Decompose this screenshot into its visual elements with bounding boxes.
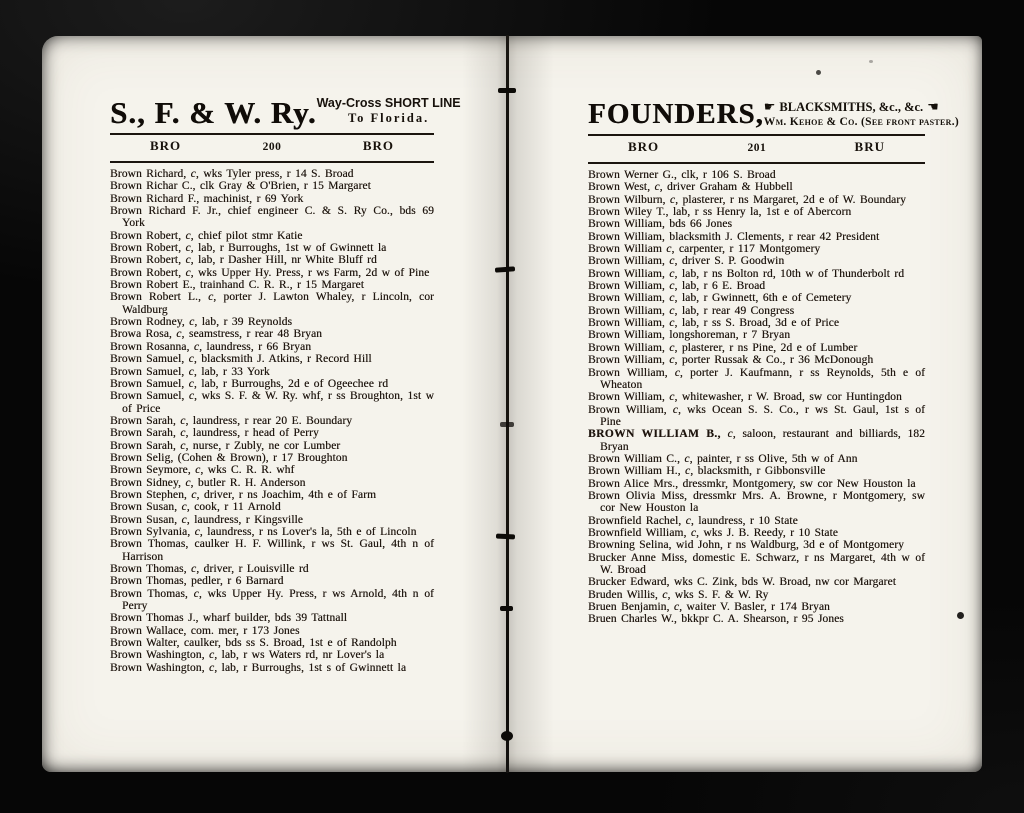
ink-speck xyxy=(957,612,964,619)
directory-entry: Brown Thomas, c, driver, r Louisville rd xyxy=(110,563,309,575)
spine-stitch xyxy=(498,88,516,93)
directory-entry: Brown William, c, whitewasher, r W. Broad, sw cor Huntingdon xyxy=(588,391,902,404)
directory-entry: Brown Alice Mrs., dressmkr, Montgomery, sw cor New Houston la xyxy=(588,477,916,490)
directory-entry: Browa Rosa, c, seamstress, r rear 48 Bryan xyxy=(110,328,323,341)
directory-entry: Brown Robert E., trainhand C. R. R., r 15 Margaret xyxy=(110,279,365,292)
running-head-left xyxy=(110,135,434,156)
directory-entry: Brown Sylvania, c, laundress, r ns Lover's la, 5th e of Lincoln xyxy=(110,525,417,538)
directory-entry: Brown Sidney, c, butler R. H. Anderson xyxy=(110,476,306,489)
directory-entry: Brown Robert, c, wks Upper Hy. Press, r ws Farm, 2d w of Pine xyxy=(110,266,430,279)
ad-line2: Wm. Kehoe & Co. (See front paster.) xyxy=(763,116,960,128)
spine-stitch xyxy=(496,534,515,540)
directory-entry: Brown Samuel, c, blacksmith J. Atkins, r Record Hill xyxy=(110,353,372,366)
directory-entry: Brownfield Rachel, c, laundress, r 10 State xyxy=(588,514,798,527)
directory-entry: Brown William, c, driver S. P. Goodwin xyxy=(588,255,785,268)
directory-entry: Brown William, c, lab, r 6 E. Broad xyxy=(588,280,766,293)
manicule-left-icon: ☚ xyxy=(927,100,939,115)
directory-entry: Brown Rodney, c, lab, r 39 Reynolds xyxy=(110,316,293,329)
directory-entry: Brown William, longshoreman, r 7 Bryan xyxy=(588,329,791,342)
running-head-rule xyxy=(110,161,434,163)
directory-entry: Brown William, c, porter J. Kaufmann, r ss Reynolds, 5th e of Wheaton xyxy=(588,366,925,391)
directory-entry: Brown Samuel, c, wks S. F. & W. Ry. whf, r ss Broughton, 1st w of Price xyxy=(110,390,434,415)
ad-line1 xyxy=(764,100,939,115)
directory-entry: Brown William H., c, blacksmith, r Gibbonsville xyxy=(588,465,826,478)
ink-speck xyxy=(816,70,821,75)
spine-stitch xyxy=(501,731,513,741)
directory-entry: Brown William, c, wks Ocean S. S. Co., r ws St. Gaul, 1st s of Pine xyxy=(588,403,925,428)
directory-entry: Brown Richard F. Jr., chief engineer C. & S. Ry Co., bds 69 York xyxy=(110,205,434,230)
directory-entry: Brown Robert L., c, porter J. Lawton Whaley, r Lincoln, cor Waldburg xyxy=(110,291,434,316)
directory-entries-left xyxy=(110,168,434,674)
guide-word-right: BRU xyxy=(854,139,885,154)
directory-entry: Brown Robert, c, chief pilot stmr Katie xyxy=(110,229,303,242)
founders-masthead-title: FOUNDERS, xyxy=(588,98,764,130)
directory-entry: Brown William, c, porter Russak & Co., r 36 McDonough xyxy=(588,354,874,367)
directory-entry: Brown William, c, lab, r ss S. Broad, 3d e of Price xyxy=(588,317,840,330)
spine-stitch xyxy=(500,422,514,427)
guide-word-left: BRO xyxy=(628,139,660,154)
directory-entry: Brown Richar C., clk Gray & O'Brien, r 15 Margaret xyxy=(110,180,371,193)
directory-entry: Bruen Charles W., bkkpr C. A. Shearson, r 95 Jones xyxy=(588,613,844,626)
directory-entry: Brown Wallace, com. mer, r 173 Jones xyxy=(110,624,300,637)
directory-entry: Brown Sarah, c, laundress, r rear 20 E. Boundary xyxy=(110,414,353,427)
directory-entry: Brown William, blacksmith J. Clements, r rear 42 President xyxy=(588,230,880,243)
directory-entry: Brown Stephen, c, driver, r ns Joachim, 4th e of Farm xyxy=(110,488,377,501)
running-head-right xyxy=(588,136,925,157)
directory-entry: Brown William, c, lab, r ns Bolton rd, 10th w of Thunderbolt rd xyxy=(588,267,905,280)
directory-entry: Brown Olivia Miss, dressmkr Mrs. A. Browne, r Montgomery, sw cor New Houston la xyxy=(588,489,925,515)
manicule-right-icon: ☛ xyxy=(763,100,776,115)
page-number: 200 xyxy=(262,141,282,153)
directory-entry: Brown William c, carpenter, r 117 Montgomery xyxy=(588,243,821,256)
directory-entry: Brown Seymore, c, wks C. R. R. whf xyxy=(110,464,295,477)
directory-entry: Brownfield William, c, wks J. B. Reedy, r 10 State xyxy=(588,526,839,539)
directory-entries-right xyxy=(588,169,925,626)
left-page-header xyxy=(110,95,461,130)
directory-entry: Brown Robert, c, lab, r Dasher Hill, nr White Bluff rd xyxy=(110,254,377,267)
right-page xyxy=(588,98,960,626)
railway-masthead-title: S., F. & W. Ry. xyxy=(110,95,317,130)
directory-entry: Brown William, c, lab, r Gwinnett, 6th e of Cemetery xyxy=(588,292,852,305)
directory-entry: Brown Sarah, c, nurse, r Zubly, ne cor Lumber xyxy=(110,439,341,452)
right-page-header xyxy=(588,98,960,130)
ad-line1-text: BLACKSMITHS, &c., &c. xyxy=(779,100,924,114)
tagline-line2: To Florida. xyxy=(347,111,430,125)
directory-entry: Brown Susan, c, cook, r 11 Arnold xyxy=(110,501,281,514)
left-page xyxy=(110,95,461,674)
book-spine xyxy=(506,35,509,773)
ink-speck xyxy=(869,60,873,63)
running-head-rule xyxy=(588,162,925,164)
tagline-line1: Way-Cross SHORT LINE xyxy=(316,96,461,110)
book-spread xyxy=(42,36,982,772)
directory-entry: Brown Samuel, c, lab, r 33 York xyxy=(110,365,270,378)
guide-word-right: BRO xyxy=(362,138,394,153)
directory-entry: Brown Richard, c, wks Tyler press, r 14 S. Broad xyxy=(110,168,354,180)
directory-entry: Brown Richard F., machinist, r 69 York xyxy=(110,192,304,205)
railway-masthead-tagline xyxy=(317,96,461,128)
directory-entry: Brown William, c, plasterer, r ns Pine, 2d e of Lumber xyxy=(588,341,858,354)
directory-entry: BROWN WILLIAM B., c, saloon, restaurant and billiards, 182 Bryan xyxy=(588,428,925,453)
directory-entry: Brown Wilburn, c, plasterer, r ns Margaret, 2d e of W. Boundary xyxy=(588,193,907,206)
directory-entry: Brown Walter, caulker, bds ss S. Broad, 1st e of Randolph xyxy=(110,637,397,650)
directory-entry: Brown Washington, c, lab, r Burroughs, 1st s of Gwinnett la xyxy=(110,661,407,674)
directory-entry: Brown Samuel, c, lab, r Burroughs, 2d e of Ogeechee rd xyxy=(110,377,389,390)
directory-entry: Brown Selig, (Cohen & Brown), r 17 Broughton xyxy=(110,451,348,464)
directory-entry: Brucker Edward, wks C. Zink, bds W. Broad, nw cor Margaret xyxy=(588,576,896,589)
directory-entry: Brown William, bds 66 Jones xyxy=(588,218,733,231)
directory-entry: Brown Sarah, c, laundress, r head of Perry xyxy=(110,427,319,440)
directory-entry: Brown William, c, lab, r rear 49 Congress xyxy=(588,304,795,317)
page-number: 201 xyxy=(747,142,767,154)
directory-entry: Brown Werner G., clk, r 106 S. Broad xyxy=(588,169,776,181)
directory-entry: Brown West, c, driver Graham & Hubbell xyxy=(588,181,793,194)
directory-entry: Brown William C., c, painter, r ss Olive, 5th w of Ann xyxy=(588,452,858,465)
directory-entry: Brown Washington, c, lab, r ws Waters rd, nr Lover's la xyxy=(110,649,385,662)
directory-entry: Brown Thomas, pedler, r 6 Barnard xyxy=(110,575,284,588)
directory-entry: Bruen Benjamin, c, waiter V. Basler, r 174 Bryan xyxy=(588,601,830,614)
directory-entry: Bruden Willis, c, wks S. F. & W. Ry xyxy=(588,588,769,601)
directory-entry: Brown Wiley T., lab, r ss Henry la, 1st e of Abercorn xyxy=(588,206,852,219)
directory-entry: Brown Thomas, caulker H. F. Willink, r ws St. Gaul, 4th n of Harrison xyxy=(110,538,434,563)
directory-entry: Brown Thomas J., wharf builder, bds 39 Tattnall xyxy=(110,612,348,625)
directory-entry: Brucker Anne Miss, domestic E. Schwarz, r ns Margaret, 4th w of W. Broad xyxy=(588,551,925,576)
spine-stitch xyxy=(500,606,513,611)
directory-entry: Brown Rosanna, c, laundress, r 66 Bryan xyxy=(110,340,312,353)
directory-entry: Brown Robert, c, lab, r Burroughs, 1st w of Gwinnett la xyxy=(110,242,387,255)
directory-entry: Brown Susan, c, laundress, r Kingsville xyxy=(110,513,303,526)
directory-entry: Brown Thomas, c, wks Upper Hy. Press, r ws Arnold, 4th n of Perry xyxy=(110,587,434,613)
directory-entry: Browning Selina, wid John, r ns Waldburg, 3d e of Montgomery xyxy=(588,539,905,552)
guide-word-left: BRO xyxy=(150,138,182,153)
blacksmith-ad-block xyxy=(764,100,959,129)
